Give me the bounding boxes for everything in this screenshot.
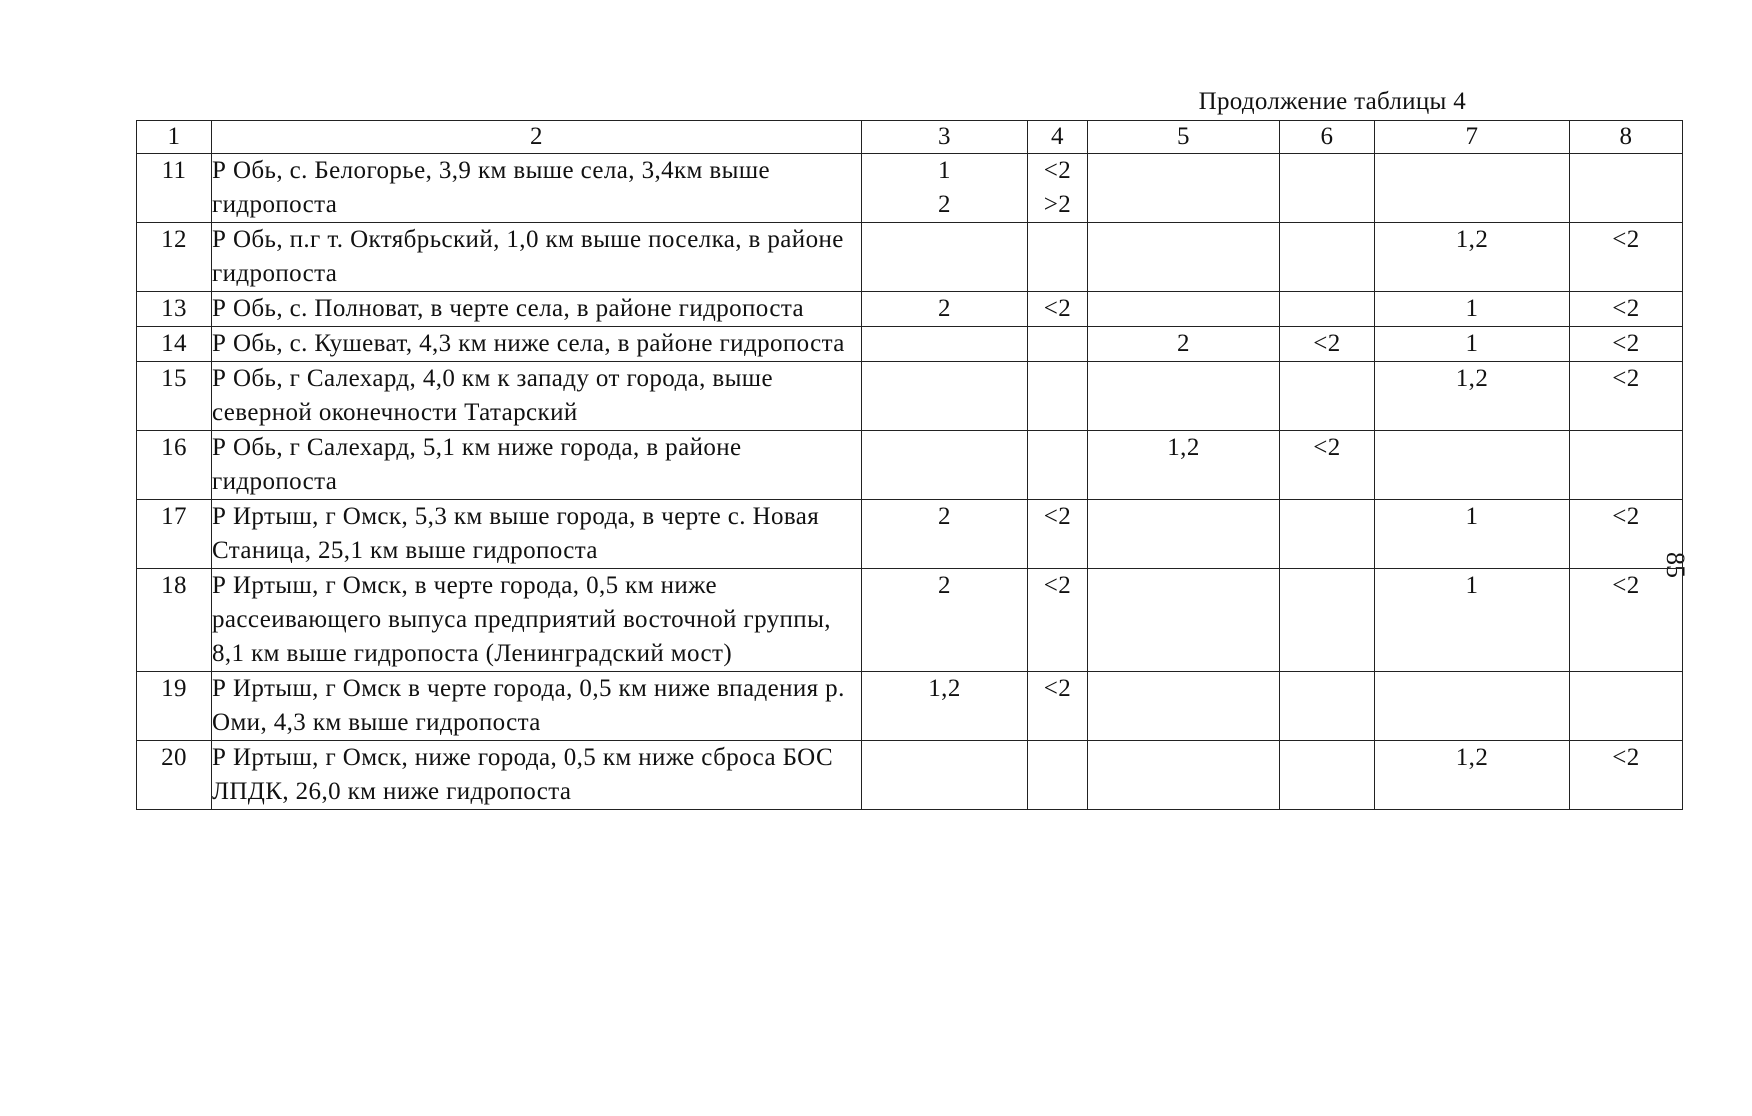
value-cell-c6 [1280,500,1375,569]
column-header: 7 [1375,121,1570,154]
value-cell-c5 [1088,672,1280,741]
value-cell-c8 [1570,223,1683,292]
cell-value: >2 [1043,191,1072,218]
cell-value: <2 [1612,744,1640,771]
location-description-cell: Р Обь, с. Полноват, в черте села, в районе гидропоста [212,292,862,327]
table-row [137,292,1683,327]
table-row [137,672,1683,741]
value-cell-c7 [1375,569,1570,672]
value-cell-c6 [1280,327,1375,362]
value-cell-c7 [1375,672,1570,741]
cell-value: <2 [1043,295,1072,322]
value-cell-c3 [862,431,1028,500]
location-description-cell: Р Иртыш, г Омск, ниже города, 0,5 км ниже сброса БОС ЛПДК, 26,0 км ниже гидропоста [212,741,862,810]
value-cell-c5 [1088,292,1280,327]
cell-value: 2 [1177,330,1190,357]
value-cell-c3 [862,672,1028,741]
value-cell-c6 [1280,569,1375,672]
cell-value: 1 [938,157,951,184]
column-header: 5 [1088,121,1280,154]
value-cell-c8 [1570,154,1683,223]
value-cell-c4 [1028,431,1088,500]
value-cell-c6 [1280,154,1375,223]
cell-value: 2 [938,295,951,322]
cell-value: 1,2 [928,675,961,702]
table-body [137,154,1683,810]
value-cell-c8 [1570,327,1683,362]
value-cell-c3 [862,327,1028,362]
column-header: 4 [1028,121,1088,154]
value-cell-c6 [1280,672,1375,741]
value-cell-c8 [1570,672,1683,741]
value-cell-c4 [1028,500,1088,569]
page-number: 85 [1661,552,1690,578]
table-row [137,500,1683,569]
column-header: 1 [137,121,212,154]
value-cell-c8 [1570,292,1683,327]
header-row [137,121,1683,154]
column-header: 6 [1280,121,1375,154]
value-cell-c7 [1375,327,1570,362]
location-description-cell: Р Иртыш, г Омск в черте города, 0,5 км ниже впадения р. Оми, 4,3 км выше гидропоста [212,672,862,741]
table-row [137,154,1683,223]
cell-value: 1,2 [1455,226,1489,253]
cell-value: 1,2 [1167,434,1200,461]
value-cell-c4 [1028,292,1088,327]
value-cell-c8 [1570,569,1683,672]
value-cell-c5 [1088,362,1280,431]
value-cell-c3 [862,223,1028,292]
row-number-cell: 18 [137,569,212,672]
table-row [137,327,1683,362]
location-description-cell: Р Обь, с. Кушеват, 4,3 км ниже села, в районе гидропоста [212,327,862,362]
value-cell-c7 [1375,431,1570,500]
value-cell-c4 [1028,741,1088,810]
value-cell-c4 [1028,223,1088,292]
value-cell-c4 [1028,672,1088,741]
cell-value: <2 [1043,675,1072,702]
row-number-cell: 14 [137,327,212,362]
value-cell-c5 [1088,154,1280,223]
cell-value: <2 [1043,572,1072,599]
value-cell-c3 [862,362,1028,431]
cell-value: <2 [1043,157,1072,184]
column-header: 8 [1570,121,1683,154]
cell-value: 2 [938,572,951,599]
row-number-cell: 13 [137,292,212,327]
value-cell-c7 [1375,154,1570,223]
cell-value: 1 [1465,330,1479,357]
cell-value: 1,2 [1455,365,1489,392]
value-cell-c4 [1028,569,1088,672]
value-cell-c5 [1088,500,1280,569]
cell-value: 1 [1465,295,1479,322]
value-cell-c6 [1280,741,1375,810]
value-cell-c7 [1375,292,1570,327]
table-row [137,431,1683,500]
value-cell-c7 [1375,741,1570,810]
value-cell-c6 [1280,362,1375,431]
cell-value: <2 [1612,365,1640,392]
row-number-cell: 17 [137,500,212,569]
table-row [137,741,1683,810]
table-caption: Продолжение таблицы 4 [1198,88,1466,115]
cell-value: 2 [938,191,951,218]
value-cell-c6 [1280,223,1375,292]
cell-value: 1 [1465,503,1479,530]
cell-value: <2 [1043,503,1072,530]
value-cell-c4 [1028,327,1088,362]
location-description-cell: Р Иртыш, г Омск, в черте города, 0,5 км ниже рассеивающего выпуса предприятий восточной группы, 8,1 км выше гидропоста (Ленинградский мост) [212,569,862,672]
cell-value: <2 [1612,295,1640,322]
value-cell-c3 [862,500,1028,569]
cell-value: 1 [1465,572,1479,599]
row-number-cell: 16 [137,431,212,500]
location-description-cell: Р Обь, г Салехард, 4,0 км к западу от города, выше северной оконечности Татарский [212,362,862,431]
value-cell-c3 [862,154,1028,223]
value-cell-c5 [1088,431,1280,500]
value-cell-c7 [1375,500,1570,569]
value-cell-c8 [1570,431,1683,500]
location-description-cell: Р Иртыш, г Омск, 5,3 км выше города, в черте с. Новая Станица, 25,1 км выше гидропоста [212,500,862,569]
value-cell-c6 [1280,292,1375,327]
row-number-cell: 12 [137,223,212,292]
table-row [137,569,1683,672]
table-row [137,223,1683,292]
value-cell-c3 [862,741,1028,810]
value-cell-c5 [1088,741,1280,810]
cell-value: <2 [1612,330,1640,357]
value-cell-c3 [862,292,1028,327]
cell-value: <2 [1612,572,1640,599]
value-cell-c8 [1570,362,1683,431]
location-description-cell: Р Обь, с. Белогорье, 3,9 км выше села, 3,4км выше гидропоста [212,154,862,223]
column-header: 2 [212,121,862,154]
cell-value: <2 [1313,330,1341,357]
value-cell-c5 [1088,569,1280,672]
value-cell-c7 [1375,362,1570,431]
row-number-cell: 19 [137,672,212,741]
value-cell-c3 [862,569,1028,672]
cell-value: <2 [1612,503,1640,530]
value-cell-c8 [1570,500,1683,569]
table-row [137,362,1683,431]
value-cell-c4 [1028,154,1088,223]
value-cell-c8 [1570,741,1683,810]
data-table [136,120,1683,810]
column-header: 3 [862,121,1028,154]
cell-value: 1,2 [1455,744,1489,771]
cell-value: <2 [1612,226,1640,253]
value-cell-c7 [1375,223,1570,292]
row-number-cell: 15 [137,362,212,431]
cell-value: <2 [1313,434,1341,461]
row-number-cell: 11 [137,154,212,223]
value-cell-c5 [1088,327,1280,362]
value-cell-c6 [1280,431,1375,500]
value-cell-c5 [1088,223,1280,292]
row-number-cell: 20 [137,741,212,810]
value-cell-c4 [1028,362,1088,431]
location-description-cell: Р Обь, г Салехард, 5,1 км ниже города, в районе гидропоста [212,431,862,500]
cell-value: 2 [938,503,951,530]
location-description-cell: Р Обь, п.г т. Октябрьский, 1,0 км выше поселка, в районе гидропоста [212,223,862,292]
